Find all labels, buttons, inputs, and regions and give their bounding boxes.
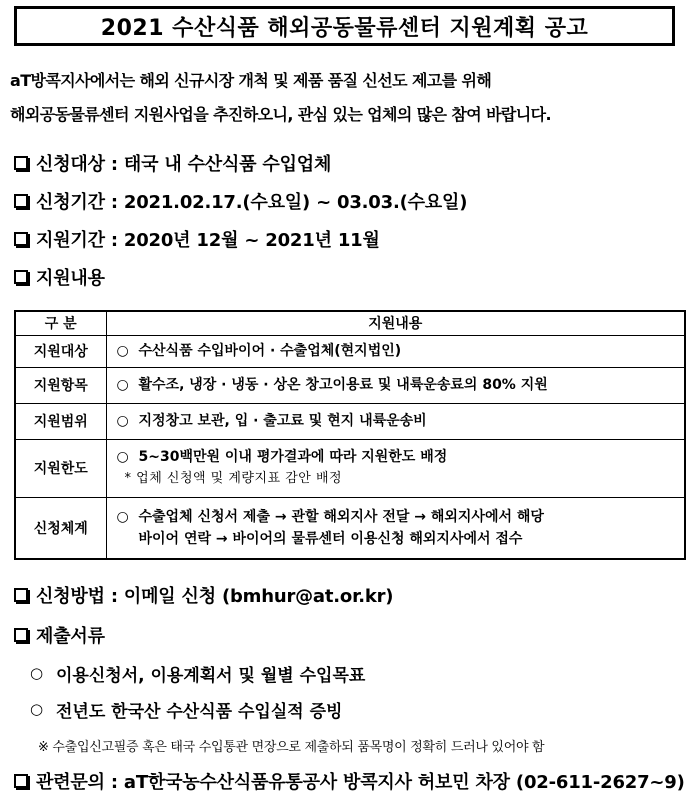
- row-content: [106, 439, 685, 497]
- checkbox-square-icon: [14, 156, 28, 170]
- row-text: 수출업체 신청서 제출 → 관할 해외지사 전달 → 해외지사에서 해당: [138, 508, 544, 525]
- table-row: [15, 497, 685, 559]
- circle-bullet-icon: ○: [116, 508, 129, 525]
- row-content: [106, 335, 685, 367]
- row-text: 5~30백만원 이내 평가결과에 따라 지원한도 배정: [138, 449, 448, 465]
- checkbox-square-icon: [14, 270, 28, 284]
- support-table: [14, 310, 686, 560]
- notice-title: [14, 6, 675, 46]
- section-method: [14, 582, 393, 608]
- section-apply-period-text: 신청기간 : 2021.02.17.(수요일) ~ 03.03.(수요일): [36, 192, 468, 213]
- circle-bullet-icon: ○: [116, 377, 129, 393]
- intro-line-2: 해외공동물류센터 지원사업을 추진하오니, 관심 있는 업체의 많은 참여 바랍니다.: [10, 105, 551, 124]
- document-item: [30, 696, 342, 722]
- row-text: 활수조, 냉장 · 냉동 · 상온 창고이용료 및 내륙운송료의 80% 지원: [138, 377, 548, 393]
- section-support-content-text: 지원내용: [36, 268, 105, 289]
- row-text: 지정창고 보관, 입 · 출고료 및 현지 내륙운송비: [138, 413, 427, 429]
- row-label: 지원항목: [15, 367, 106, 403]
- row-label: 지원범위: [15, 403, 106, 439]
- table-header: 지원내용: [106, 311, 685, 335]
- section-apply-period: [14, 188, 467, 214]
- circle-bullet-icon: ○: [116, 413, 129, 429]
- section-target: [14, 150, 331, 176]
- intro-line-1: aT방콕지사에서는 해외 신규시장 개척 및 제품 품질 신선도 제고를 위해: [10, 71, 492, 90]
- document-item: [30, 660, 365, 686]
- checkbox-square-icon: [14, 588, 28, 602]
- table-row: [15, 403, 685, 439]
- row-content: [106, 497, 685, 559]
- table-row: [15, 439, 685, 497]
- table-header-row: [15, 311, 685, 335]
- row-content: [106, 403, 685, 439]
- circle-bullet-icon: ○: [30, 700, 44, 718]
- document-item-text: 전년도 한국산 수산식품 수입실적 증빙: [56, 701, 343, 722]
- section-documents-text: 제출서류: [36, 626, 105, 647]
- table-row: [15, 367, 685, 403]
- section-documents: [14, 622, 105, 648]
- row-text: 수산식품 수입바이어 · 수출업체(현지법인): [138, 343, 402, 359]
- section-method-text: 신청방법 : 이메일 신청 (bmhur@at.or.kr): [36, 586, 394, 607]
- checkbox-square-icon: [14, 232, 28, 246]
- row-label: 지원대상: [15, 335, 106, 367]
- title-text: 2021 수산식품 해외공동물류센터 지원계획 공고: [100, 15, 589, 41]
- section-contact-text: 관련문의 : aT한국농수산식품유통공사 방콕지사 허보민 차장 (02-611-2627~9): [36, 772, 685, 793]
- checkbox-square-icon: [14, 628, 28, 642]
- footnote: ※ 수출입신고필증 혹은 태국 수입통관 면장으로 제출하되 품목명이 정확히 드러나 있어야 함: [38, 740, 545, 755]
- table-header: 구 분: [15, 311, 106, 335]
- row-text-continued: 바이어 연락 → 바이어의 물류센터 이용신청 해외지사에서 접수: [138, 530, 523, 547]
- row-label: 신청체계: [15, 497, 106, 559]
- checkbox-square-icon: [14, 194, 28, 208]
- table-row: [15, 335, 685, 367]
- row-note: * 업체 신청액 및 계량지표 감안 배정: [124, 471, 343, 486]
- circle-bullet-icon: ○: [116, 343, 129, 359]
- circle-bullet-icon: ○: [30, 664, 44, 682]
- section-contact: [14, 768, 685, 794]
- document-item-text: 이용신청서, 이용계획서 및 월별 수입목표: [56, 665, 366, 686]
- section-support-period: [14, 226, 380, 252]
- row-content: [106, 367, 685, 403]
- section-support-content: [14, 264, 105, 290]
- section-support-period-text: 지원기간 : 2020년 12월 ~ 2021년 11월: [36, 230, 380, 251]
- section-target-text: 신청대상 : 태국 내 수산식품 수입업체: [36, 154, 332, 175]
- checkbox-square-icon: [14, 774, 28, 788]
- circle-bullet-icon: ○: [116, 449, 129, 465]
- row-label: 지원한도: [15, 439, 106, 497]
